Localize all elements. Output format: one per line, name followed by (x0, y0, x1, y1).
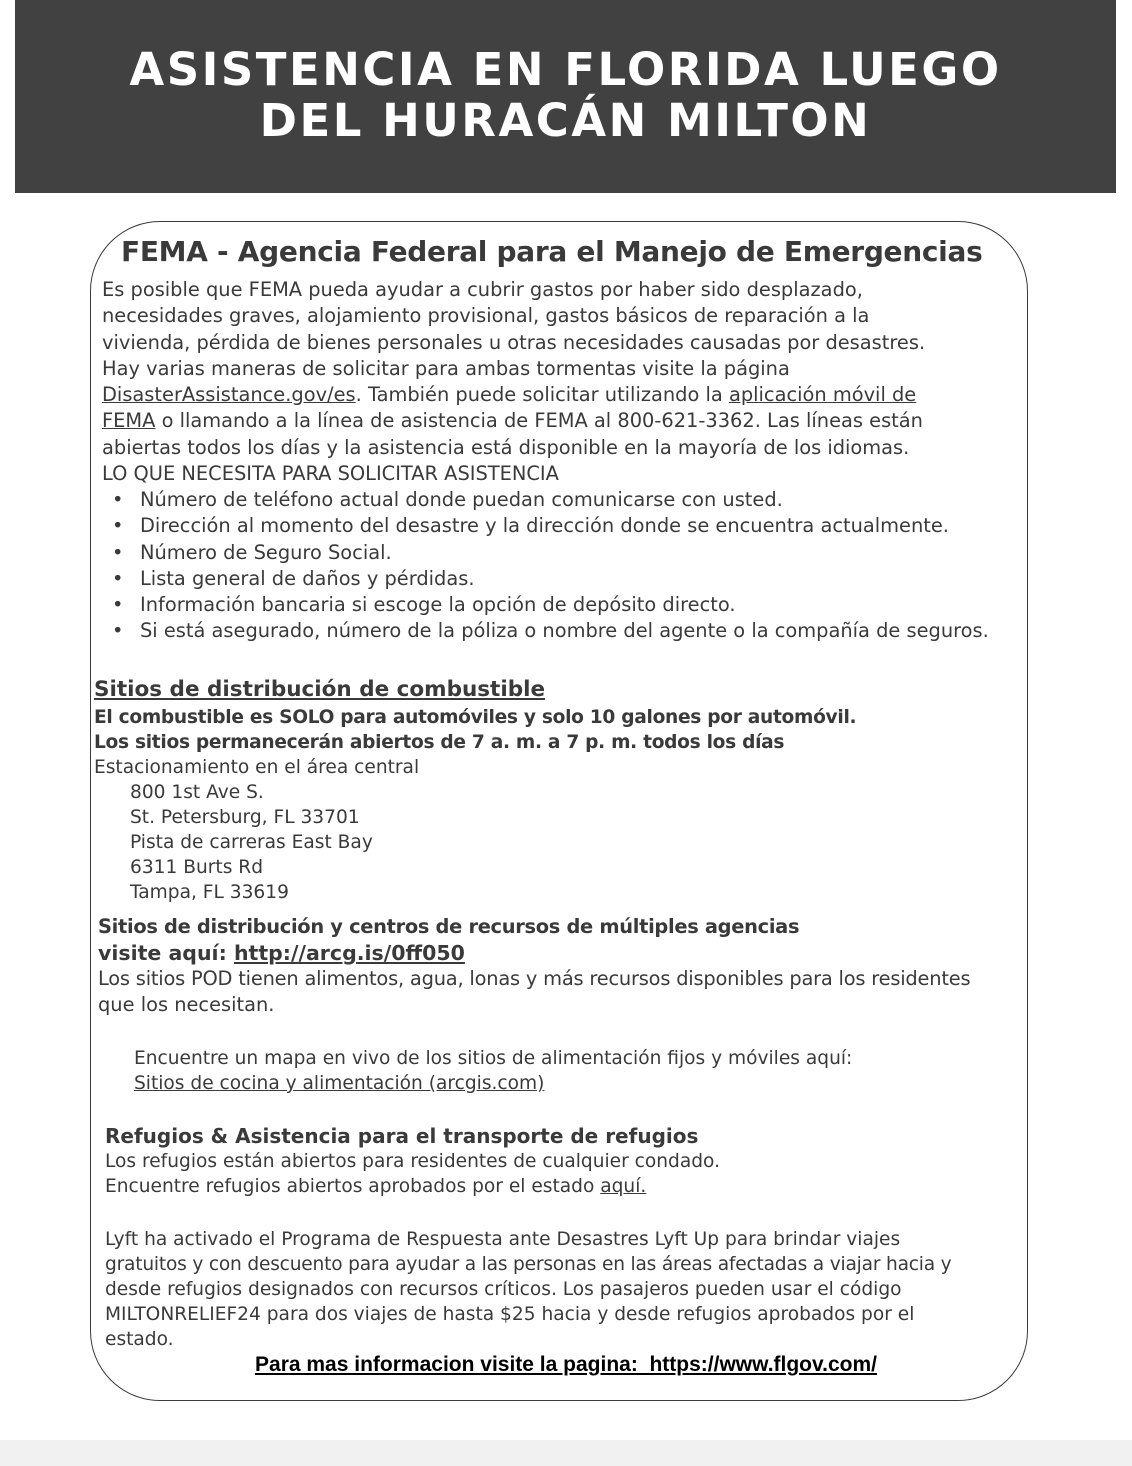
needs-list-item: • Si está asegurado, número de la póliza o nombre del agente o la compañía de seguros. (102, 618, 1000, 644)
title-line-1: ASISTENCIA EN FLORIDA LUEGO (129, 43, 1002, 96)
fuel-site-street: 6311 Burts Rd (130, 857, 264, 878)
lyft-line: estado. (105, 1329, 174, 1350)
needs-list-item: • Dirección al momento del desastre y la dirección donde se encuentra actualmente. (102, 513, 1032, 539)
fema-intro-text: . También puede solicitar utilizando la (355, 383, 729, 407)
needs-list-item: • Información bancaria si escoge la opción de depósito directo. (102, 592, 1032, 618)
page-header (15, 0, 1116, 193)
fuel-note: Los sitios permanecerán abiertos de 7 a. m. a 7 p. m. todos los días (94, 732, 785, 753)
fema-heading: FEMA - Agencia Federal para el Manejo de Emergencias (121, 235, 983, 268)
fema-app-link[interactable]: aplicación móvil de (728, 383, 917, 407)
shelters-line-text: Encuentre refugios abiertos aprobados por el estado (105, 1176, 601, 1197)
shelters-section (105, 1124, 1025, 1199)
pod-visit-line (98, 940, 1028, 966)
fuel-section (94, 705, 1034, 905)
pod-desc-line: Los sitios POD tienen alimentos, agua, lonas y más recursos disponibles para los residentes (98, 967, 971, 990)
shelters-line (105, 1174, 1025, 1199)
pod-visit-label: visite aquí: (98, 941, 234, 965)
fema-intro-line (102, 382, 1032, 408)
fuel-site-city: Tampa, FL 33619 (130, 882, 289, 903)
fuel-heading: Sitios de distribución de combustible (94, 677, 546, 702)
page-title (129, 44, 1001, 146)
fema-intro-line: abiertas todos los días y la asistencia está disponible en la mayoría de los idiomas. (102, 435, 910, 459)
needs-list-item: • Número de Seguro Social. (102, 540, 1032, 566)
fuel-site-name: Estacionamiento en el área central (94, 757, 420, 778)
shelters-line: Los refugios están abiertos para residentes de cualquier condado. (105, 1151, 721, 1172)
fema-intro (102, 277, 1032, 487)
needs-heading: LO QUE NECESITA PARA SOLICITAR ASISTENCIA (102, 462, 559, 486)
lyft-line: gratuitos y con descuento para ayudar a las personas en las áreas afectadas a viajar hacia y (105, 1254, 952, 1275)
footer-more-info-link[interactable]: Para mas informacion visite la pagina: https://www.flgov.com/ (255, 1353, 877, 1376)
shelters-heading: Refugios & Asistencia para el transporte de refugios (105, 1124, 699, 1148)
fema-app-link-cont[interactable]: FEMA (102, 409, 156, 433)
fuel-note: El combustible es SOLO para automóviles y solo 10 galones por automóvil. (94, 707, 857, 728)
lyft-section (105, 1227, 1035, 1352)
disaster-assistance-link[interactable]: DisasterAssistance.gov/es (102, 383, 356, 407)
needs-list-item: • Lista general de daños y pérdidas. (102, 566, 1032, 592)
fuel-site-name: Pista de carreras East Bay (130, 832, 373, 853)
fema-intro-line: necesidades graves, alojamiento provisional, gastos básicos de reparación a la (102, 304, 870, 328)
fema-intro-line: Es posible que FEMA pueda ayudar a cubrir gastos por haber sido desplazado, (102, 278, 863, 301)
title-line-2: DEL HURACÁN MILTON (259, 94, 872, 147)
lyft-line: Lyft ha activado el Programa de Respuesta ante Desastres Lyft Up para brindar viajes (105, 1229, 901, 1250)
needs-list (102, 487, 1032, 645)
pod-desc-line: que los necesitan. (98, 993, 275, 1016)
pod-heading: Sitios de distribución y centros de recursos de múltiples agencias (98, 915, 800, 938)
food-sites-link[interactable]: Sitios de cocina y alimentación (arcgis.com) (134, 1073, 545, 1094)
page-bottom-strip (0, 1440, 1132, 1466)
pod-arcgis-link[interactable]: http://arcg.is/0ff050 (233, 941, 465, 965)
fuel-site-city: St. Petersburg, FL 33701 (130, 807, 360, 828)
fema-intro-line: vivienda, pérdida de bienes personales u otras necesidades causadas por desastres. (102, 330, 926, 354)
fuel-site-street: 800 1st Ave S. (130, 782, 264, 803)
shelters-here-link[interactable]: aquí. (600, 1176, 647, 1197)
fema-intro-line (102, 408, 1032, 434)
lyft-line: desde refugios designados con recursos críticos. Los pasajeros pueden usar el código (105, 1279, 902, 1300)
food-map-text: Encuentre un mapa en vivo de los sitios de alimentación fijos y móviles aquí: (134, 1048, 853, 1069)
pod-section (98, 914, 1028, 1018)
needs-list-item: • Número de teléfono actual donde puedan comunicarse con usted. (102, 487, 1032, 513)
fema-intro-text: o llamando a la línea de asistencia de FEMA al 800-621-3362. Las líneas están (155, 409, 923, 433)
fema-intro-line: Hay varias maneras de solicitar para ambas tormentas visite la página (102, 356, 790, 380)
lyft-line: MILTONRELIEF24 para dos viajes de hasta $25 hacia y desde refugios aprobados por el (105, 1304, 915, 1325)
food-map-section (134, 1046, 1034, 1096)
